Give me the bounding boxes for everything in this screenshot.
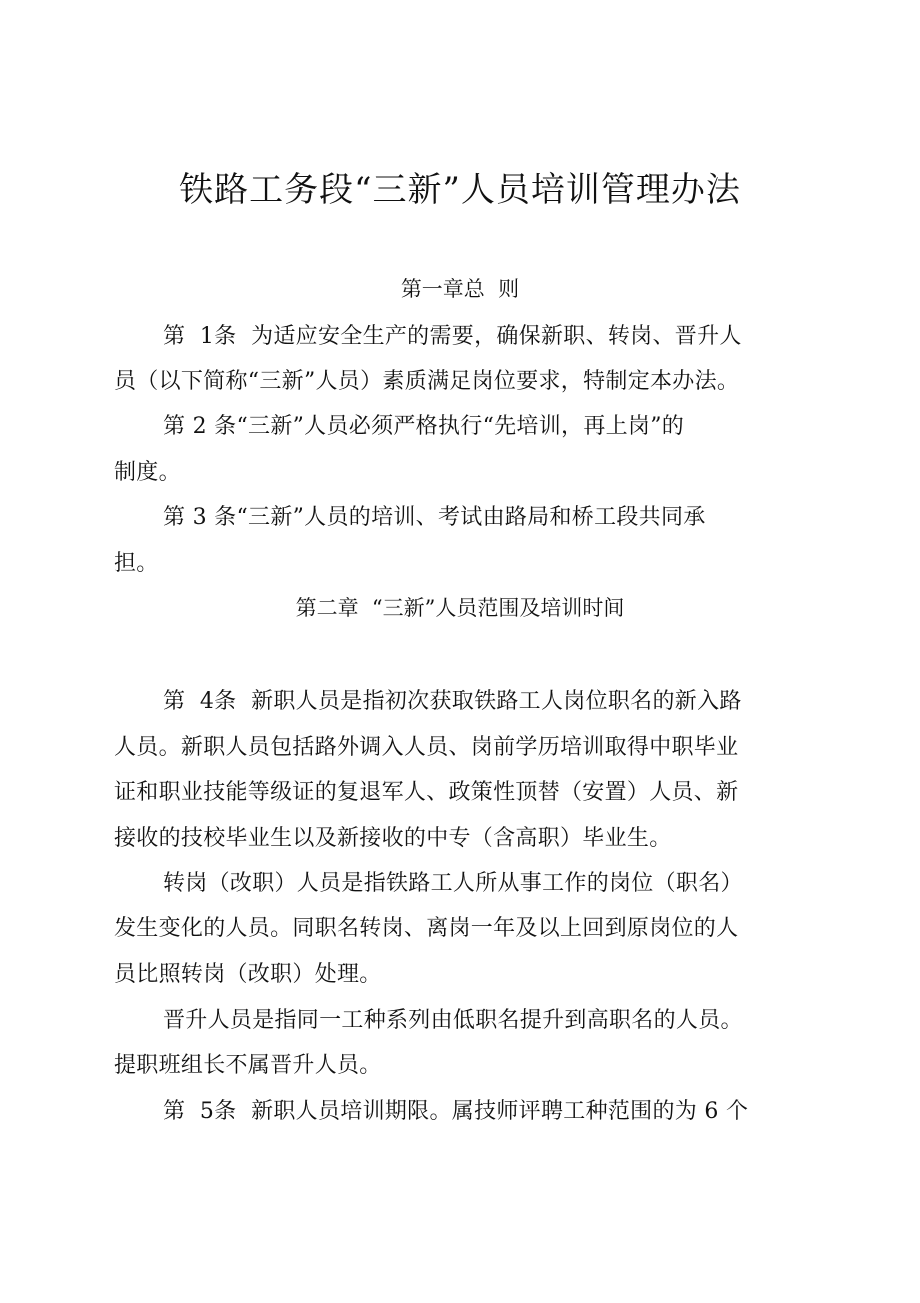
paragraph-line: 接收的技校毕业生以及新接收的中专（含高职）毕业生。	[114, 826, 672, 851]
paragraph-line: 提职班组长不属晋升人员。	[114, 1053, 382, 1078]
chapter-heading-1: 第一章总 则	[400, 277, 520, 301]
paragraph-line: 证和职业技能等级证的复退军人、政策性顶替（安置）人员、新	[114, 780, 739, 805]
document-title: 铁路工务段“三新”人员培训管理办法	[179, 170, 741, 210]
paragraph-line: 人员。新职人员包括路外调入人员、岗前学历培训取得中职毕业	[114, 735, 739, 760]
paragraph-line: 员（以下简称“三新”人员）素质满足岗位要求，特制定本办法。	[114, 369, 740, 394]
paragraph-line: 第 5条 新职人员培训期限。属技师评聘工种范围的为 6 个	[163, 1099, 749, 1124]
paragraph-line: 第 3 条“三新”人员的培训、考试由路局和桥工段共同承	[163, 505, 706, 530]
paragraph-line: 晋升人员是指同一工种系列由低职名提升到高职名的人员。	[163, 1008, 743, 1033]
paragraph-line: 转岗（改职）人员是指铁路工人所从事工作的岗位（职名）	[163, 871, 743, 896]
paragraph-line: 第 4条 新职人员是指初次获取铁路工人岗位职名的新入路	[163, 689, 742, 714]
paragraph-line: 员比照转岗（改职）处理。	[114, 962, 382, 987]
paragraph-line: 第 1条 为适应安全生产的需要，确保新职、转岗、晋升人	[163, 324, 742, 349]
paragraph-line: 发生变化的人员。同职名转岗、离岗一年及以上回到原岗位的人	[114, 916, 739, 941]
chapter-heading-2: 第二章 “三新”人员范围及培训时间	[295, 596, 625, 620]
paragraph-line: 担。	[114, 551, 159, 576]
paragraph-line: 制度。	[114, 460, 181, 485]
paragraph-line: 第 2 条“三新”人员必须严格执行“先培训，再上岗”的	[163, 414, 685, 439]
